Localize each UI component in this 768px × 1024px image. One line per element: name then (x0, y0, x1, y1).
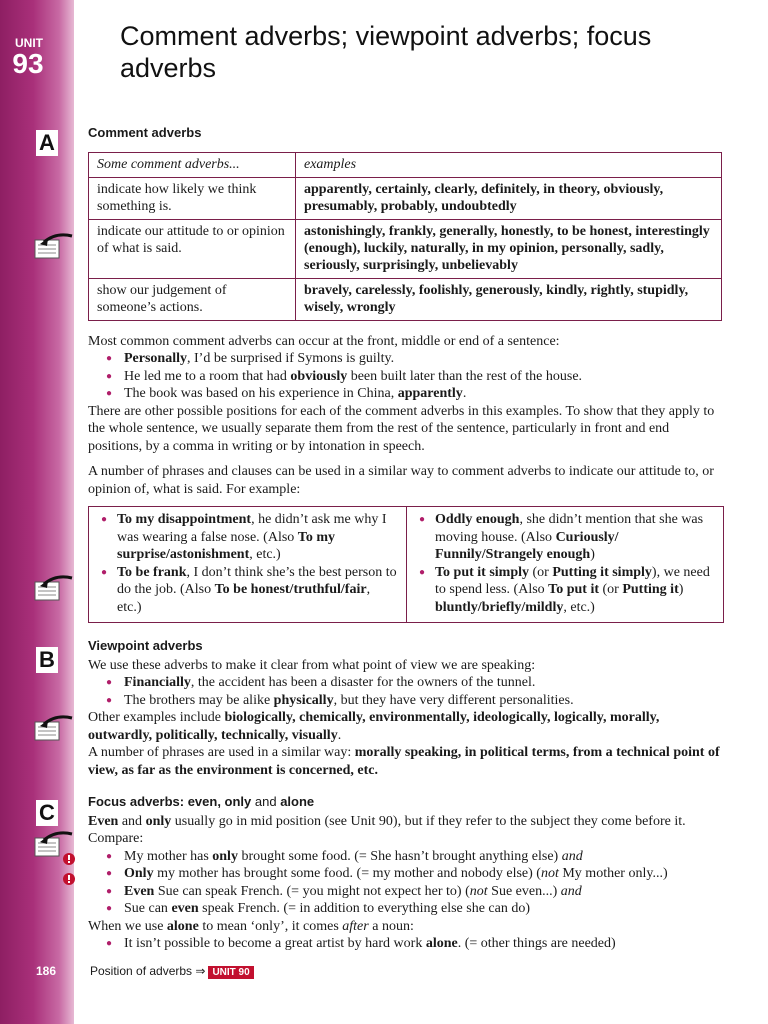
footer-cross-reference (90, 964, 254, 979)
main-content (88, 124, 724, 953)
table-cell: apparently, certainly, clearly, definitely, in theory, obviously, presumably, probably, undoubtedly (296, 177, 722, 219)
list-item: ● To put it simply (or Putting it simply), we need to spend less. (Also To put it (or Putting it) bluntly/briefly/mildly, etc.) (415, 564, 715, 617)
section-a-intro: Most common comment adverbs can occur at the front, middle or end of a sentence: (88, 333, 560, 349)
list-item: ● Financially, the accident has been a disaster for the owners of the tunnel. (106, 674, 724, 692)
phrases-box-right (406, 507, 723, 622)
positions-note: There are other possible positions for each of the comment adverbs in this examples. To show that they apply to the whole sentence, we usually separate them from the rest of the sentence, particularly in front and end positions, by a comma in writing or by intonation in speech. (88, 403, 715, 454)
table-cell: show our judgement of someone’s actions. (89, 278, 296, 320)
section-a-heading: Comment adverbs (88, 125, 202, 140)
section-letter-c: C (36, 800, 58, 826)
phrases-box (88, 506, 724, 623)
warning-icon (62, 852, 76, 892)
section-letter-b: B (36, 647, 58, 673)
table-header-row (89, 152, 722, 177)
section-c-heading: Focus adverbs: even, only and alone (88, 794, 315, 809)
table-header-cell: Some comment adverbs... (89, 152, 296, 177)
list-item: ● Sue can even speak French. (= in addition to everything else she can do) (106, 900, 724, 918)
other-examples: Other examples include biologically, chemically, environmentally, ideologically, logically, morally, outwardly, politically, technically, visually. (88, 710, 660, 743)
list-item: ● My mother has only brought some food. (= She hasn’t brought anything else) and (106, 848, 724, 866)
phrases-box-left (89, 507, 406, 622)
unit-number: 93 (12, 48, 44, 79)
table-row (89, 177, 722, 219)
table-cell: astonishingly, frankly, generally, honestly, to be honest, interestingly (enough), luckily, naturally, in my opinion, personally, sadly, seriously, surprisingly, unbelievably (296, 219, 722, 278)
alone-note: When we use alone to mean ‘only’, it comes after a noun: (88, 918, 414, 934)
list-item: ● Only my mother has brought some food. (= my mother and nobody else) (not My mother only...) (106, 865, 724, 883)
section-c-intro: Even and only usually go in mid position (see Unit 90), but if they refer to the subject they come before it. Compare: (88, 813, 686, 846)
section-b-intro: We use these adverbs to make it clear from what point of view we are speaking: (88, 657, 536, 673)
list-item: ● The book was based on his experience in China, apparently. (106, 385, 724, 403)
example-list (88, 935, 724, 953)
unit-label: UNIT (15, 36, 43, 50)
comment-adverbs-table (88, 152, 722, 321)
table-cell: bravely, carelessly, foolishly, generously, kindly, rightly, stupidly, wisely, wrongly (296, 278, 722, 320)
table-row (89, 278, 722, 320)
list-item: ● Oddly enough, she didn’t mention that she was moving house. (Also Curiously/ Funnily/Strangely enough) (415, 511, 715, 564)
table-row (89, 219, 722, 278)
section-b-heading: Viewpoint adverbs (88, 638, 203, 653)
arrow-note-icon (34, 230, 74, 260)
arrow-note-icon (34, 572, 74, 602)
list-item: ● He led me to a room that had obviously been built later than the rest of the house. (106, 368, 724, 386)
arrow-note-icon (34, 712, 74, 742)
unit-reference-link[interactable]: UNIT 90 (208, 966, 253, 979)
example-list (88, 350, 724, 403)
footer-text: Position of adverbs ⇒ (90, 964, 206, 978)
section-letter-a: A (36, 130, 58, 156)
list-item: ● Personally, I’d be surprised if Symons is guilty. (106, 350, 724, 368)
list-item: ● Even Sue can speak French. (= you might not expect her to) (not Sue even...) and (106, 883, 724, 901)
list-item: ● To be frank, I don’t think she’s the best person to do the job. (Also To be honest/truthful/fair, etc.) (97, 564, 398, 617)
example-list (88, 848, 724, 918)
list-item: ● The brothers may be alike physically, but they have very different personalities. (106, 692, 724, 710)
table-header-cell: examples (296, 152, 722, 177)
viewpoint-phrases: A number of phrases are used in a similar way: morally speaking, in political terms, from a technical point of view, as far as the environment is concerned, etc. (88, 745, 720, 778)
list-item: ● To my disappointment, he didn’t ask me why I was wearing a false nose. (Also To my surprise/astonishment, etc.) (97, 511, 398, 564)
page-number: 186 (36, 964, 57, 978)
phrases-note: A number of phrases and clauses can be used in a similar way to comment adverbs to indicate our attitude to, or opinion of, what is said. For example: (88, 464, 714, 497)
example-list (88, 674, 724, 709)
page-title: Comment adverbs; viewpoint adverbs; focus adverbs (120, 21, 652, 83)
table-cell: indicate our attitude to or opinion of what is said. (89, 219, 296, 278)
table-cell: indicate how likely we think something is. (89, 177, 296, 219)
list-item: ● It isn’t possible to become a great artist by hard work alone. (= other things are needed) (106, 935, 724, 953)
